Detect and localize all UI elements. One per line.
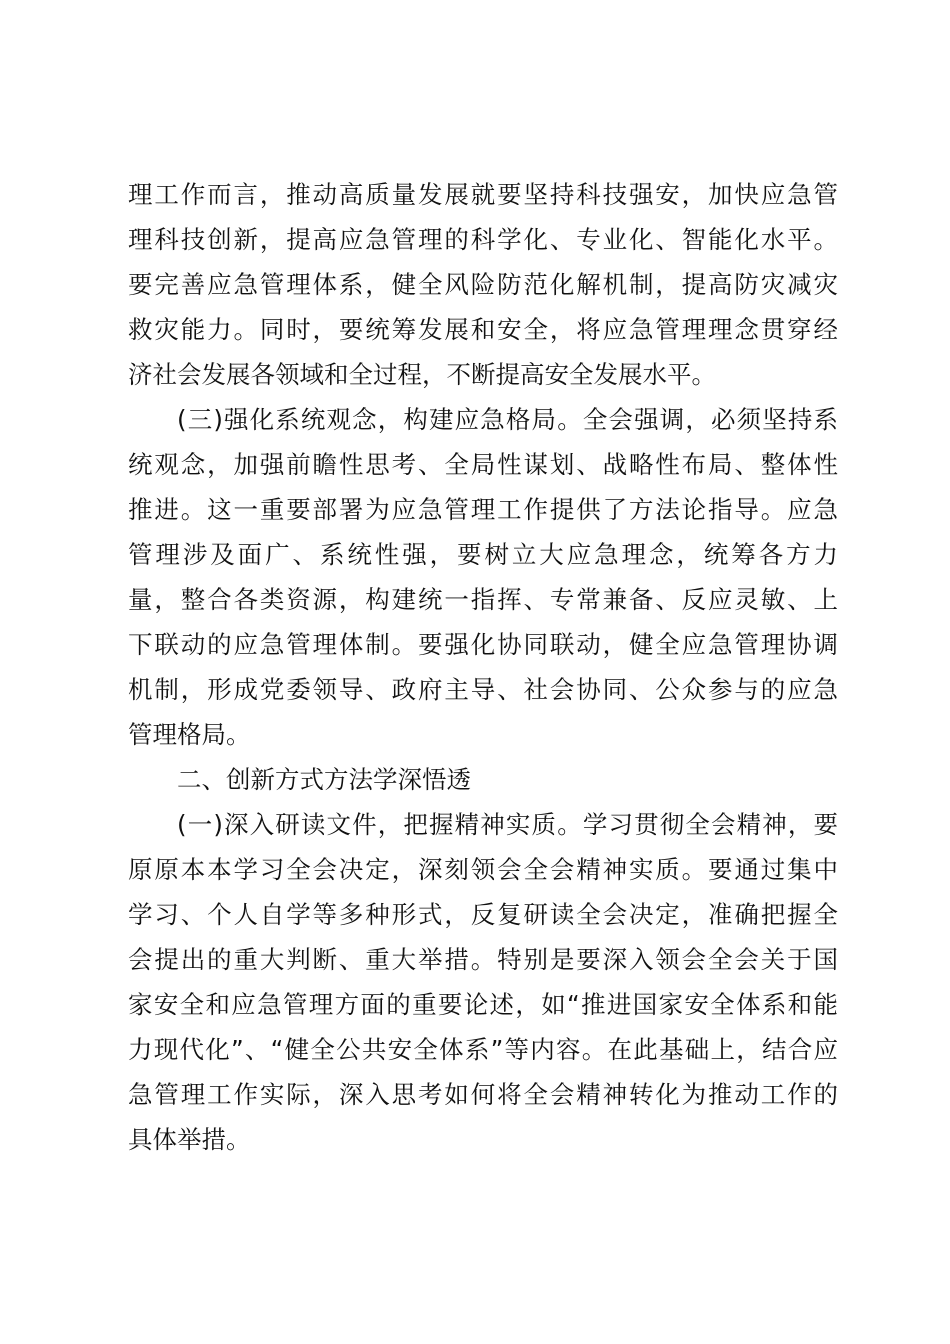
- text-line: 理科技创新，提高应急管理的科学化、专业化、智能化水平。: [128, 225, 838, 254]
- text-line: 下联动的应急管理体制。要强化协同联动，健全应急管理协调: [128, 630, 838, 659]
- body-text: [128, 172, 838, 1162]
- subsection-heading-1: (一)深入研读文件，把握精神实质。学习贯彻全会精神，要: [177, 810, 838, 839]
- text-line: 具体举措。: [128, 1125, 251, 1154]
- text-line: 家安全和应急管理方面的重要论述，如“推进国家安全体系和能: [128, 990, 838, 1019]
- text-line: 机制，形成党委领导、政府主导、社会协同、公众参与的应急: [128, 675, 838, 704]
- text-line: 救灾能力。同时，要统筹发展和安全，将应急管理理念贯穿经: [128, 315, 838, 344]
- text-line: 原原本本学习全会决定，深刻领会全会精神实质。要通过集中: [128, 855, 838, 884]
- text-line: 急管理工作实际，深入思考如何将全会精神转化为推动工作的: [128, 1080, 838, 1109]
- text-line: 理工作而言，推动高质量发展就要坚持科技强安，加快应急管: [128, 180, 838, 209]
- text-line: 学习、个人自学等多种形式，反复研读全会决定，准确把握全: [128, 900, 838, 929]
- text-line: 力现代化”、“健全公共安全体系”等内容。在此基础上，结合应: [128, 1035, 838, 1064]
- text-line: 统观念，加强前瞻性思考、全局性谋划、战略性布局、整体性: [128, 450, 838, 479]
- text-line: 管理涉及面广、系统性强，要树立大应急理念，统筹各方力: [128, 540, 838, 569]
- section-heading-2: 二、创新方式方法学深悟透: [177, 765, 471, 794]
- text-line: 济社会发展各领域和全过程，不断提高安全发展水平。: [128, 360, 716, 389]
- text-line: 会提出的重大判断、重大举措。特别是要深入领会全会关于国: [128, 945, 838, 974]
- section-heading-3: (三)强化系统观念，构建应急格局。全会强调，必须坚持系: [177, 405, 838, 434]
- text-line: 推进。这一重要部署为应急管理工作提供了方法论指导。应急: [128, 495, 838, 524]
- text-line: 管理格局。: [128, 720, 251, 749]
- text-line: 要完善应急管理体系，健全风险防范化解机制，提高防灾减灾: [128, 270, 838, 299]
- text-line: 量，整合各类资源，构建统一指挥、专常兼备、反应灵敏、上: [128, 585, 838, 614]
